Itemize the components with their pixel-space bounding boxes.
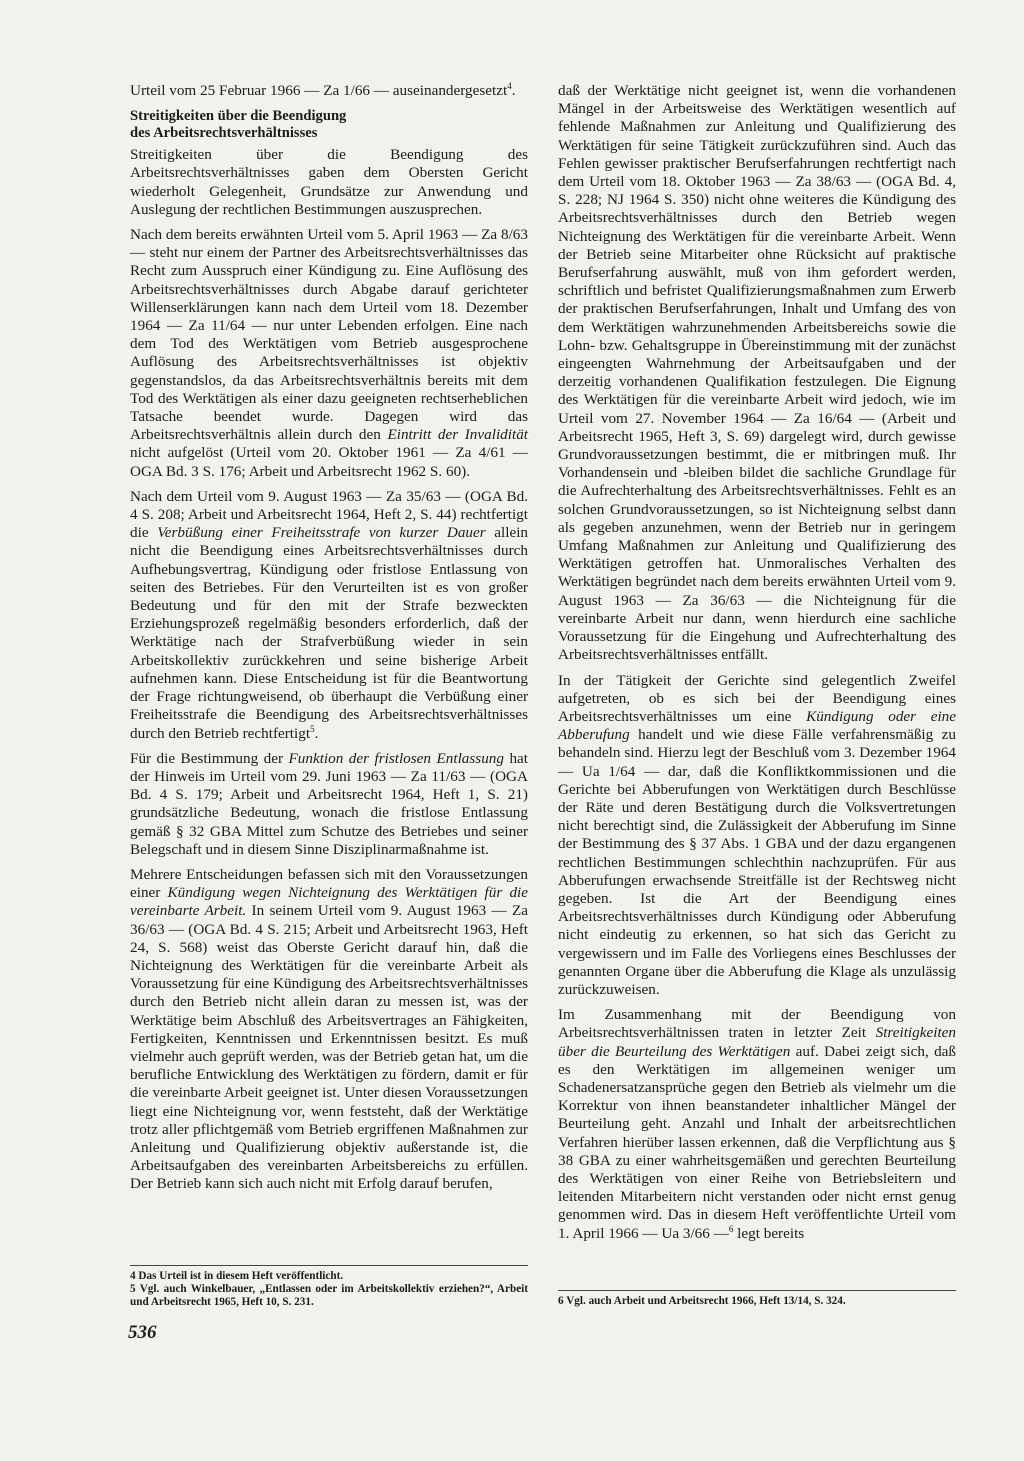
paragraph-text: allein nicht die Beendigung eines Arbeitsrechtsverhältnisses durch Aufhebungsvertrag, Kündigung oder fristlose Entlassung von seiten des Betriebes. Für den Verurteilten ist es von großer Bedeutung und für den mit der Strafe bezweckten Erziehungsprozeß regelmäßig besonders erforderlich, daß der Werktätige nach der Strafverbüßung wieder in sein Arbeitskollektiv zurückkehren und seine bisherige Arbeit aufnehmen kann. Diese Entscheidung ist für die Beantwortung der Frage richtungweisend, ob überhaupt die Verbüßung einer Freiheitsstrafe die Beendigung des Arbeitsrechtsverhältnisses durch den Betrieb rechtfertigt: [130, 524, 529, 742]
footnote: 6 Vgl. auch Arbeit und Arbeitsrecht 1966, Heft 13/14, S. 324.: [558, 1295, 846, 1307]
paragraph-text: Urteil vom 25 Februar 1966 — Za 1/66 — auseinandergesetzt: [130, 82, 508, 99]
page-number: 536: [128, 1322, 157, 1343]
paragraph-text: In seinem Urteil vom 9. August 1963 — Za 36/63 — (OGA Bd. 4 S. 215; Arbeit und Arbeitsrecht 1963, Heft 24, S. 568) weist das Oberste Gericht darauf hin, daß die Nichteignung des Werktätigen für die vereinbarte Arbeit als Voraussetzung für eine Kündigung des Arbeitsrechtsverhältnisses durch den Betrieb nicht allein daran zu messen ist, was der Werktätige beim Abschluß des Arbeitsvertrages an Fähigkeiten, Fertigkeiten, Kenntnissen und Erkenntnissen besitzt. Es muß vielmehr auch geprüft werden, was der Betrieb getan hat, um die berufliche Entwicklung des Werktätigen zu fördern, damit er für die vereinbarte Arbeit geeignet ist. Unter diesen Voraussetzungen liegt eine Nichteignung vor, wenn feststeht, daß der Werktätige trotz aller pflichtgemäß vom Betrieb ergriffenen Maßnahmen zur Anleitung und Qualifizierung objektiv außerstande ist, die Arbeitsaufgaben des vereinbarten Arbeitsbereichs zu erfüllen. Der Betrieb kann sich auch nicht mit Erfolg darauf berufen,: [130, 902, 529, 1193]
paragraph: Streitigkeiten über die Beendigung des Arbeitsrechtsverhältnisses gaben dem Obersten Gericht wiederholt Gelegenheit, Grundsätze zur Anwendung und Auslegung der rechtlichen Bestimmungen auszusprechen.: [130, 146, 528, 218]
paragraph-text: Im Zusammenhang mit der Beendigung von Arbeitsrechtsverhältnissen traten in letzter Zeit: [558, 1006, 956, 1042]
emphasis: Kündigung oder eine Abberufung: [558, 707, 957, 744]
paragraph: [558, 672, 956, 1000]
right-column: [558, 82, 956, 1250]
emphasis: Kündigung wegen Nichteignung des Werktätigen für die vereinbarte Arbeit.: [130, 884, 528, 920]
footnote: 5 Vgl. auch Winkelbauer, „Entlassen oder im Arbeitskollektiv erziehen?“, Arbeit und Arbeitsrecht 1965, Heft 10, S. 231.: [130, 1283, 528, 1308]
paragraph-text: auf. Dabei zeigt sich, daß es den Werktätigen im allgemeinen weniger um Schadenersatzansprüche gegen den Betrieb als vielmehr um die Korrektur von ihnen beanstandeter inhaltlicher Mängel der Beurteilung geht. Anzahl und Inhalt der arbeitsrechtlichen Verfahren hierüber lassen erkennen, daß die Verpflichtung aus § 38 GBA zu einer wahrheitsgemäßen und gerechten Beurteilung des Werktätigen von einer Reihe von Betriebsleitern und leitenden Mitarbeitern nicht verstanden oder nicht ernst genug genommen wird. Das in diesem Heft veröffentlichte Urteil vom 1. April 1966 — Ua 3/66 —: [558, 1042, 956, 1242]
section-heading-line: Streitigkeiten über die Beendigung: [130, 108, 347, 125]
footnotes: [558, 1290, 956, 1308]
footnote-marker: 5: [310, 723, 315, 734]
section-heading-line: des Arbeitsrechtsverhältnisses: [130, 125, 318, 142]
section-heading: [130, 108, 528, 142]
paragraph: daß der Werktätige nicht geeignet ist, wenn die vorhandenen Mängel in der Arbeitsweise des Werktätigen wesentlich auf fehlende Maßnahmen zur Anleitung und Qualifizierung des Werktätigen für seine Tätigkeit zurückzuführen sind. Auch das Fehlen gewisser praktischer Berufserfahrungen rechtfertigt nach dem Urteil vom 18. Oktober 1963 — Za 38/63 — (OGA Bd. 4, S. 228; NJ 1964 S. 350) nicht ohne weiteres die Kündigung des Arbeitsrechtsverhältnisses durch den Betrieb wegen Nichteignung des Werktätigen für die vereinbarte Arbeit. Wenn der Betrieb seine Mitarbeiter ohne Rücksicht auf praktische Berufserfahrung auswählt, muß von ihm gefordert werden, schriftlich und befristet Qualifizierungsmaßnahmen zum Erwerb der praktischen Berufserfahrungen, Inhalt und Umfang des von dem Werktätigen wahrzunehmenden Arbeitsbereichs sowie die Lohn- bzw. Gehaltsgruppe in Übereinstimmung mit der zunächst eingeengten Wahrnehmung der Arbeitsaufgaben und der derzeitig vorhandenen Qualifikation festzulegen. Die Eignung des Werktätigen für die vereinbarte Arbeit wird jedoch, wie im Urteil vom 27. November 1964 — Za 16/64 — (Arbeit und Arbeitsrecht 1965, Heft 3, S. 69) dargelegt wird, durch gewisse Grundvoraussetzungen bestimmt, die er mitbringen muß. Ihr Vorhandensein und -bleiben bildet die sachliche Grundlage für die Aufrechterhaltung des Arbeitsrechtsverhältnisses. Fehlt es an solchen Grundvoraussetzungen, so ist Nichteignung selbst dann als gegeben anzunehmen, wenn der Betrieb nur in geringem Umfang Maßnahmen zur Anleitung und Qualifizierung des Werktätigen getroffen hat. Unmoralisches Verhalten des Werktätigen begründet nach dem bereits erwähnten Urteil vom 9. August 1963 — Za 36/63 — die Nichteignung für die vereinbarte Arbeit nur dann, wenn hierdurch eine sachliche Voraussetzung für die Eingehung und Aufrechterhaltung des Arbeitsrechtsverhältnisses entfällt.: [558, 82, 956, 664]
left-column: [130, 82, 528, 1201]
paragraph-text: Nach dem bereits erwähnten Urteil vom 5. April 1963 — Za 8/63 — steht nur einem der Partner des Arbeitsrechtsverhältnisses das Recht zum Ausspruch einer Kündigung zu. Eine Auflösung des Arbeitsrechtsverhältnisses durch Abgabe darauf gerichteter Willenserklärungen kann nach dem Urteil vom 18. Dezember 1964 — Za 11/64 — nur unter Lebenden erfolgen. Eine nach dem Tod des Werktätigen vom Betrieb ausgesprochene Auflösung des Arbeitsrechtsverhältnisses ist objektiv gegenstandslos, da das Arbeitsrechtsverhältnis bereits mit dem Tod des Werktätigen als einer dazu geeigneten rechtserheblichen Tatsache beendet wurde. Dagegen wird das Arbeitsrechtsverhältnis allein durch den: [130, 226, 528, 444]
paragraph-text: nicht aufgelöst (Urteil vom 20. Oktober 1961 — Za 4/61 — OGA Bd. 3 S. 176; Arbeit und Arbeitsrecht 1962 S. 60).: [130, 444, 528, 480]
paragraph: [130, 866, 528, 1194]
footnote-marker: 6: [728, 1223, 734, 1234]
paragraph-text: handelt und wie diese Fälle verfahrensmäßig zu behandeln sind. Hierzu legt der Beschluß vom 3. Dezember 1964 — Ua 1/64 — dar, daß die Konfliktkommissionen und die Gerichte bei Abberufungen von Werktätigen durch Beschlüsse der Räte und deren Bestätigung durch die Volksvertretungen nicht berechtigt sind, die Zulässigkeit der Abberufung im Sinne der Bestimmung des § 37 Abs. 1 GBA und der dazu ergangenen rechtlichen Bestimmungen schlechthin nachzuprüfen. Für aus Abberufungen erwachsende Streitfälle ist der Rechtsweg nicht gegeben. Ist die Art der Beendigung eines Arbeitsrechtsverhältnisses durch Kündigung oder Abberufung nicht eindeutig zu erkennen, so hat sich das Gericht zu vergewissern und im Falle des Vorliegens eines Beschlusses der genannten Organe über die Abberufung die Klage als unzulässig zurückzuweisen.: [558, 726, 956, 998]
footnotes: [130, 1265, 528, 1309]
emphasis: Streitigkeiten über die Beurteilung des Werktätigen: [558, 1024, 957, 1060]
paragraph: [558, 1006, 956, 1243]
emphasis: Verbüßung einer Freiheitsstrafe von kurzer Dauer: [157, 524, 486, 542]
footnote: 4 Das Urteil ist in diesem Heft veröffentlicht.: [130, 1270, 344, 1282]
emphasis: Funktion der fristlosen Entlassung: [288, 749, 504, 767]
paragraph-text: Nach dem Urteil vom 9. August 1963 — Za 35/63 — (OGA Bd. 4 S. 208; Arbeit und Arbeitsrecht 1964, Heft 2, S. 44) rechtfertigt die: [130, 487, 528, 542]
paragraph-text: Mehrere Entscheidungen befassen sich mit den Voraussetzungen einer: [130, 865, 528, 902]
paragraph-text: hat der Hinweis im Urteil vom 29. Juni 1963 — Za 11/63 — (OGA Bd. 4 S. 179; Arbeit und Arbeitsrecht 1964, Heft 1, S. 21) grundsätzliche Bedeutung, wonach die fristlose Entlassung gemäß § 32 GBA Mittel zum Schutze des Betriebes und seiner Belegschaft und in diesem Sinne Disziplinarmaßnahme ist.: [130, 749, 528, 858]
emphasis: Eintritt der Invalidität: [387, 426, 529, 444]
paragraph: Nach dem Urteil vom 9. August 1963 — Za 35/63 — (OGA Bd. 4 S. 208; Arbeit und Arbeitsrecht 1964, Heft 2, S. 44) rechtfertigt die Verbüßung einer Freiheitsstrafe von kurzer Dauer allein nicht die Beendigung eines Arbeitsrechtsverhältnisses durch Aufhebungsvertrag, Kündigung oder fristlose Entlassung von seiten des Betriebes. Für den Verurteilten ist es von großer Bedeutung und für den mit der Strafe bezweckten Erziehungsprozeß regelmäßig besonders erforderlich, daß der Werktätige nach der Strafverbüßung wieder in sein Arbeitskollektiv zurückkehren und seine bisherige Arbeit aufnehmen kann. Diese Entscheidung ist für die Beantwortung der Frage richtungweisend, ob überhaupt die Verbüßung einer Freiheitsstrafe die Beendigung des Arbeitsrechtsverhältnisses durch den Betrieb rechtfertigt$^5$.: [130, 487, 529, 742]
paragraph: Urteil vom 25 Februar 1966 — Za 1/66 — auseinandergesetzt$^4$.: [130, 80, 516, 99]
footnote-marker: 4: [507, 80, 512, 91]
paragraph: [130, 226, 528, 481]
paragraph-text: In der Tätigkeit der Gerichte sind gelegentlich Zweifel aufgetreten, ob es sich bei der Beendigung eines Arbeitsrechtsverhältnisses um eine: [558, 671, 956, 725]
paragraph-text: Für die Bestimmung der: [130, 749, 284, 767]
paragraph-text: legt bereits: [737, 1224, 805, 1242]
paragraph: [130, 750, 528, 859]
